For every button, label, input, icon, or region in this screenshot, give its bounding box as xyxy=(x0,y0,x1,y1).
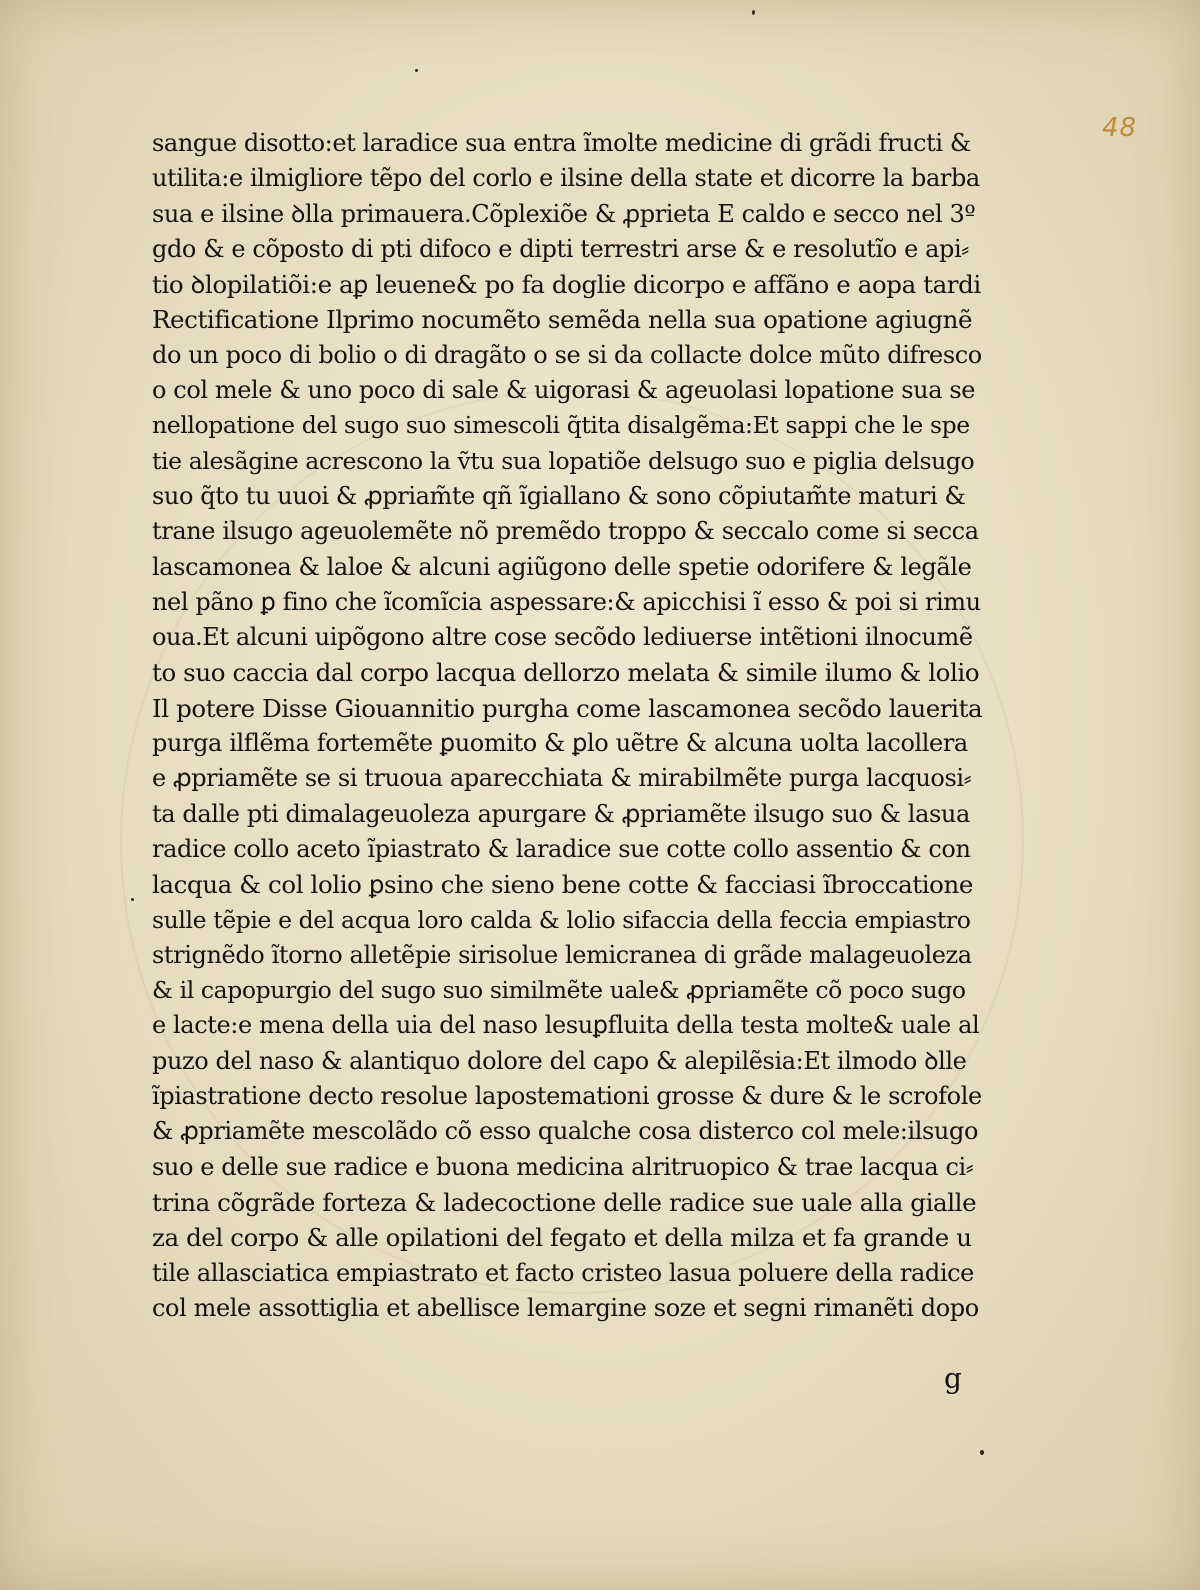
text-line: e ꝓpriamẽte se si truoua aparecchiata & mirabilmẽte purga lacquosi⸗ xyxy=(152,764,972,793)
text-line: suo e delle sue radice e buona medicina alritruopico & trae lacqua ci⸗ xyxy=(152,1152,974,1181)
text-line: ĩpiastratione decto resolue lapostemationi grosse & dure & le scrofole xyxy=(152,1082,982,1111)
text-line: & ꝓpriamẽte mescolãdo cõ esso qualche cosa disterco col mele:ilsugo xyxy=(152,1117,978,1146)
text-line: tie alesãgine acrescono la ṽtu sua lopatiõe delsugo suo e piglia delsugo xyxy=(152,446,975,475)
text-line: utilita:e ilmigliore tẽpo del corlo e ilsine della state et dicorre la barba xyxy=(152,164,980,193)
text-line: nellopatione del sugo suo simescoli q̃tita disalgẽma:Et sappi che le spe xyxy=(152,411,970,440)
text-line: tio ꝺlopilatiõi:e aꝑ leuene& po fa doglie dicorpo e affãno e aopa tardi xyxy=(152,270,981,300)
text-line: to suo caccia dal corpo lacqua dellorzo melata & simile ilumo & lolio xyxy=(152,658,980,688)
text-line: nel pãno ꝑ fino che ĩcomĩcia aspessare:& apicchisi ĩ esso & poi si rimu xyxy=(152,587,981,616)
text-line: Il potere Disse Giouannitio purgha come lascamonea secõdo lauerita xyxy=(152,693,982,723)
text-line: suo q̃to tu uuoi & ꝓpriam̃te qñ ĩgiallano & sono cõpiutam̃te maturi & xyxy=(152,481,966,510)
text-line: ta dalle pti dimalageuoleza apurgare & ꝓpriamẽte ilsugo suo & lasua xyxy=(152,799,970,828)
text-line: & il capopurgio del sugo suo similmẽte uale& ꝓpriamẽte cõ poco sugo xyxy=(152,976,966,1005)
text-line: lascamonea & laloe & alcuni agiũgono delle spetie odorifere & legãle xyxy=(152,552,972,581)
text-line: trina cõgrãde forteza & ladecoctione delle radice sue uale alla gialle xyxy=(152,1187,977,1217)
text-line: puzo del naso & alantiquo dolore del capo & alepilẽsia:Et ilmodo ꝺlle xyxy=(152,1046,967,1075)
ink-speck xyxy=(415,69,418,72)
ink-speck xyxy=(980,1450,984,1455)
folio-number: 48 xyxy=(1102,113,1138,143)
text-line: oua.Et alcuni uipõgono altre cose secõdo lediuerse intẽtioni ilnocumẽ xyxy=(152,623,973,652)
page-text-block xyxy=(152,126,982,1326)
text-line: e lacte:e mena della uia del naso lesuꝑfluita della testa molte& uale al xyxy=(152,1011,980,1040)
text-line: tile allasciatica empiastrato et facto cristeo lasua poluere della radice xyxy=(152,1258,974,1287)
text-line: sulle tẽpie e del acqua loro calda & lolio sifaccia della feccia empiastro xyxy=(152,905,971,934)
text-line: Rectificatione Ilprimo nocumẽto semẽda nella sua opatione agiugnẽ xyxy=(152,305,973,335)
ink-speck xyxy=(131,898,134,901)
text-line: lacqua & col lolio ꝑsino che sieno bene cotte & facciasi ĩbroccatione xyxy=(152,870,973,900)
text-line: trane ilsugo ageuolemẽte nõ premẽdo troppo & seccalo come si secca xyxy=(152,517,979,546)
text-line: radice collo aceto ĩpiastrato & laradice sue cotte collo assentio & con xyxy=(152,834,971,863)
text-line: col mele assottiglia et abellisce lemargine soze et segni rimanẽti dopo xyxy=(152,1293,979,1322)
signature-mark: g xyxy=(944,1362,962,1395)
text-line: gdo & e cõposto di pti difoco e dipti terrestri arse & e resolutĩo e api⸗ xyxy=(152,234,969,263)
text-line: o col mele & uno poco di sale & uigorasi & ageuolasi lopatione sua se xyxy=(152,376,976,405)
text-line: strignẽdo ĩtorno alletẽpie sirisolue lemicranea di grãde malageuoleza xyxy=(152,940,972,969)
text-line: sua e ilsine ꝺlla primauera.Cõplexiõe & ꝓprieta E caldo e secco nel 3º xyxy=(152,199,976,228)
text-line: za del corpo & alle opilationi del fegato et della milza et fa grande u xyxy=(152,1223,972,1253)
text-line: purga ilflẽma fortemẽte ꝑuomito & ꝑlo uẽtre & alcuna uolta lacollera xyxy=(152,729,968,758)
text-line: sangue disotto:et laradice sua entra ĩmolte medicine di grãdi fructi & xyxy=(152,129,971,157)
ink-speck xyxy=(752,10,755,15)
text-line: do un poco di bolio o di dragãto o se si da collacte dolce mũto difresco xyxy=(152,340,982,369)
